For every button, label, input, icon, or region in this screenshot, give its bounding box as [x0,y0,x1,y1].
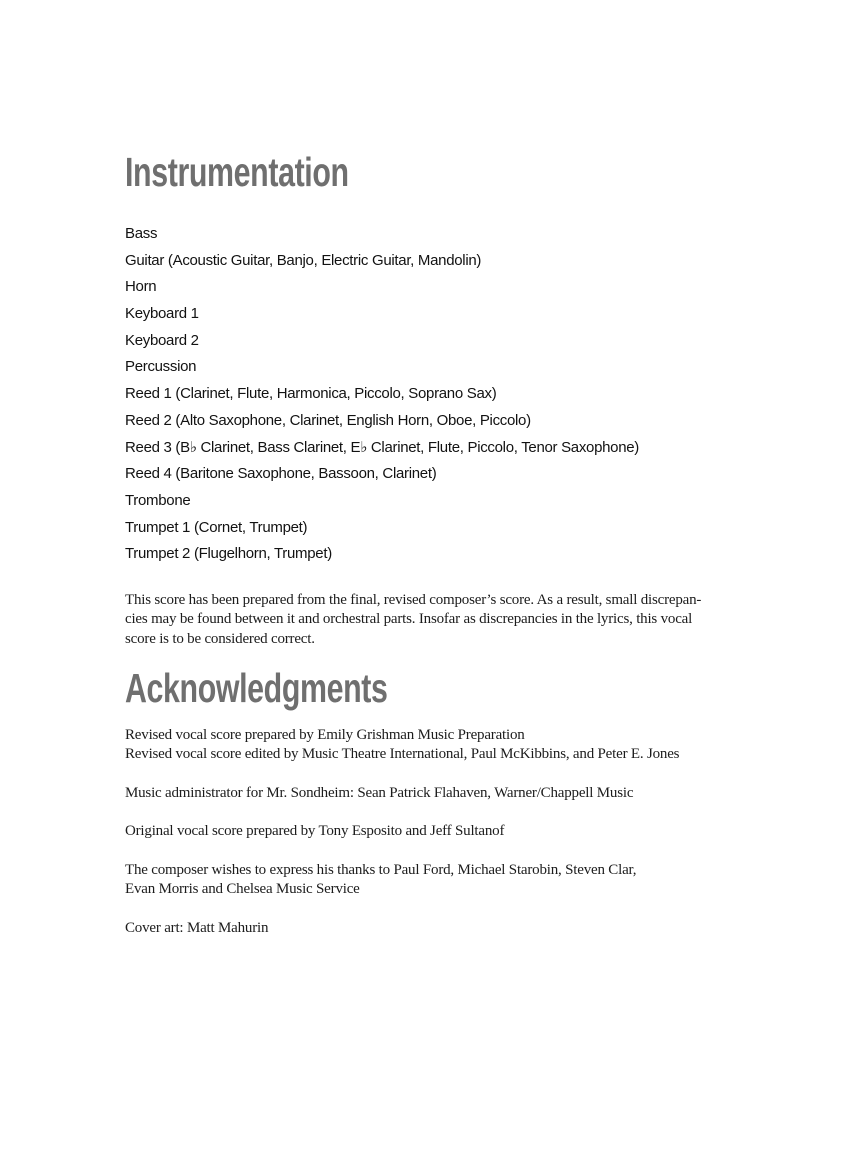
instrument-item: Horn [125,278,157,296]
instrument-item: Reed 1 (Clarinet, Flute, Harmonica, Piccolo, Soprano Sax) [125,385,497,403]
instrumentation-section [125,149,764,649]
instrumentation-heading-text: Instrumentation [125,149,349,195]
acknowledgment-line: Music administrator for Mr. Sondheim: Sean Patrick Flahaven, Warner/Chappell Music [125,784,634,801]
score-note [125,591,764,649]
instrument-item: Guitar (Acoustic Guitar, Banjo, Electric Guitar, Mandolin) [125,251,482,269]
instrument-item: Reed 2 (Alto Saxophone, Clarinet, English Horn, Oboe, Piccolo) [125,411,531,429]
score-note-line: cies may be found between it and orchestral parts. Insofar as discrepancies in the lyrics, this vocal [125,611,693,628]
acknowledgment-line: Original vocal score prepared by Tony Esposito and Jeff Sultanof [125,823,505,840]
acknowledgments-heading-text: Acknowledgments [125,664,388,711]
acknowledgments-list [125,726,764,938]
acknowledgment-line [125,900,764,919]
instrument-item: Keyboard 2 [125,331,199,349]
acknowledgment-line: Evan Morris and Chelsea Music Service [125,881,360,898]
instrumentation-heading [125,149,764,195]
instrument-item: Percussion [125,358,197,376]
instrument-item: Bass [125,225,158,242]
acknowledgment-line [125,764,764,783]
score-note-line: score is to be considered correct. [125,630,315,647]
instrument-item: Trombone [125,491,191,509]
instrument-item: Trumpet 1 (Cornet, Trumpet) [125,518,308,536]
acknowledgments-section [125,664,764,938]
acknowledgment-line [125,803,764,822]
instrument-item: Trumpet 2 (Flugelhorn, Trumpet) [125,545,332,563]
acknowledgment-line [125,842,764,861]
acknowledgment-line: Cover art: Matt Mahurin [125,919,269,936]
instrument-list [125,221,764,568]
instrument-item: Keyboard 1 [125,305,199,323]
acknowledgment-line: The composer wishes to express his thanks to Paul Ford, Michael Starobin, Steven Clar, [125,861,637,878]
score-note-line: This score has been prepared from the final, revised composer’s score. As a result, small discrepan- [125,591,702,608]
instrument-item: Reed 4 (Baritone Saxophone, Bassoon, Clarinet) [125,465,437,483]
instrument-item: Reed 3 (B♭ Clarinet, Bass Clarinet, E♭ Clarinet, Flute, Piccolo, Tenor Saxophone) [125,438,639,456]
acknowledgments-heading [125,664,764,711]
acknowledgment-line: Revised vocal score prepared by Emily Grishman Music Preparation [125,726,525,743]
acknowledgment-line: Revised vocal score edited by Music Theatre International, Paul McKibbins, and Peter E. Jones [125,746,680,763]
